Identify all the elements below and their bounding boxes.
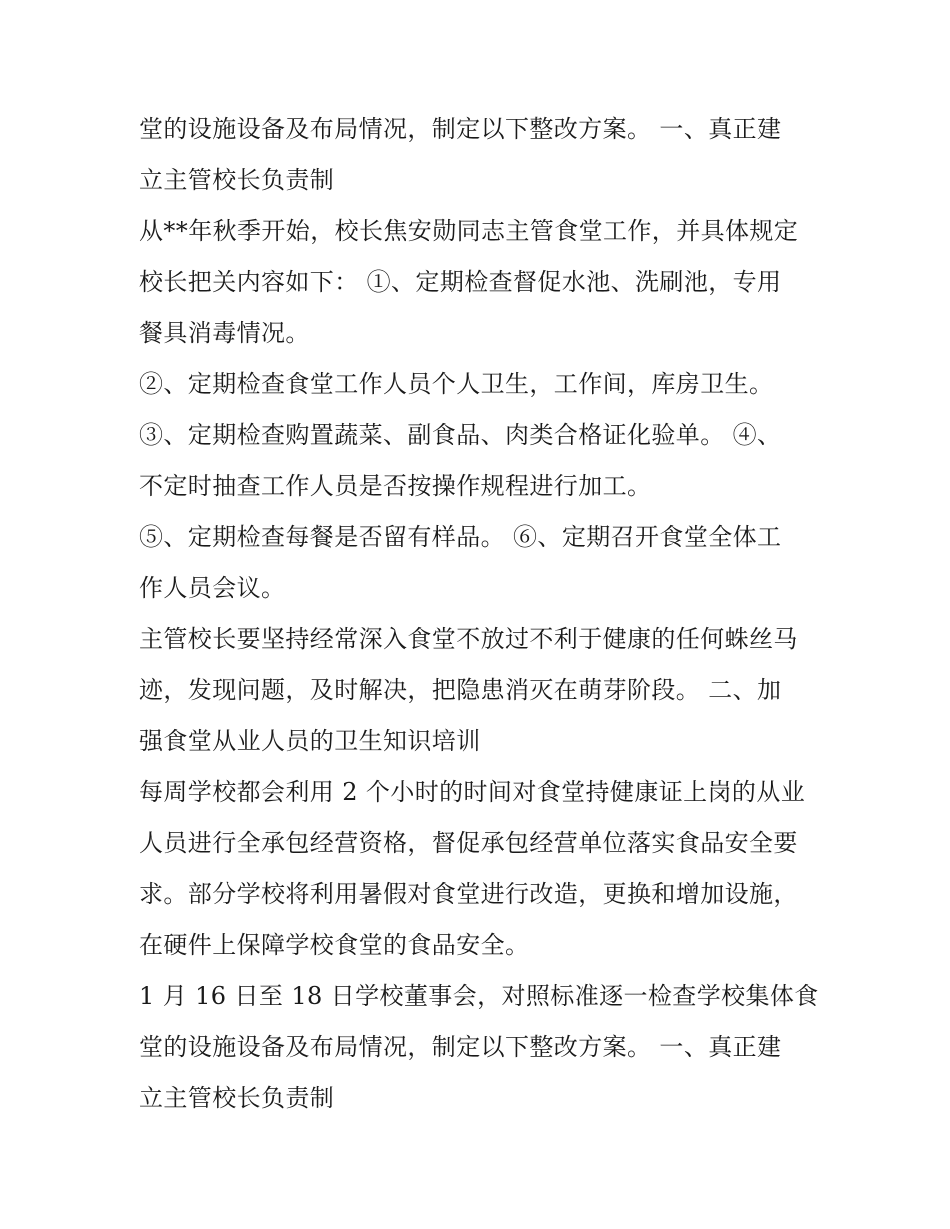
text-line: 不定时抽查工作人员是否按操作规程进行加工。 bbox=[139, 472, 652, 500]
text-line: 1 月 16 日至 18 日学校董事会，对照标准逐一检查学校集体食 bbox=[139, 982, 819, 1010]
text-line: 主管校长要坚持经常深入食堂不放过不利于健康的任何蛛丝马 bbox=[139, 625, 798, 653]
text-line: 每周学校都会利用 2 个小时的时间对食堂持健康证上岗的从业 bbox=[139, 778, 806, 806]
text-line: 作人员会议。 bbox=[139, 574, 286, 602]
text-line: 从**年秋季开始，校长焦安勋同志主管食堂工作，并具体规定 bbox=[139, 217, 799, 245]
text-line: 强食堂从业人员的卫生知识培训 bbox=[139, 727, 481, 755]
text-line: 立主管校长负责制 bbox=[139, 1084, 335, 1112]
text-line: 立主管校长负责制 bbox=[139, 166, 335, 194]
text-line: ⑤、定期检查每餐是否留有样品。 ⑥、定期召开食堂全体工 bbox=[139, 523, 782, 551]
text-line: 校长把关内容如下： ①、定期检查督促水池、洗刷池，专用 bbox=[139, 268, 782, 296]
document-body bbox=[139, 104, 819, 1124]
text-line: 迹，发现问题，及时解决，把隐患消灭在萌芽阶段。 二、加 bbox=[139, 676, 782, 704]
text-line: 餐具消毒情况。 bbox=[139, 319, 310, 347]
text-line: 堂的设施设备及布局情况，制定以下整改方案。 一、真正建 bbox=[139, 1033, 782, 1061]
text-line: ②、定期检查食堂工作人员个人卫生，工作间，库房卫生。 bbox=[139, 370, 774, 398]
text-line: ③、定期检查购置蔬菜、副食品、肉类合格证化验单。 ④、 bbox=[139, 421, 782, 449]
text-line: 在硬件上保障学校食堂的食品安全。 bbox=[139, 931, 530, 959]
text-line: 求。部分学校将利用暑假对食堂进行改造，更换和增加设施， bbox=[139, 880, 798, 908]
text-line: 堂的设施设备及布局情况，制定以下整改方案。 一、真正建 bbox=[139, 115, 782, 143]
text-line: 人员进行全承包经营资格，督促承包经营单位落实食品安全要 bbox=[139, 829, 798, 857]
